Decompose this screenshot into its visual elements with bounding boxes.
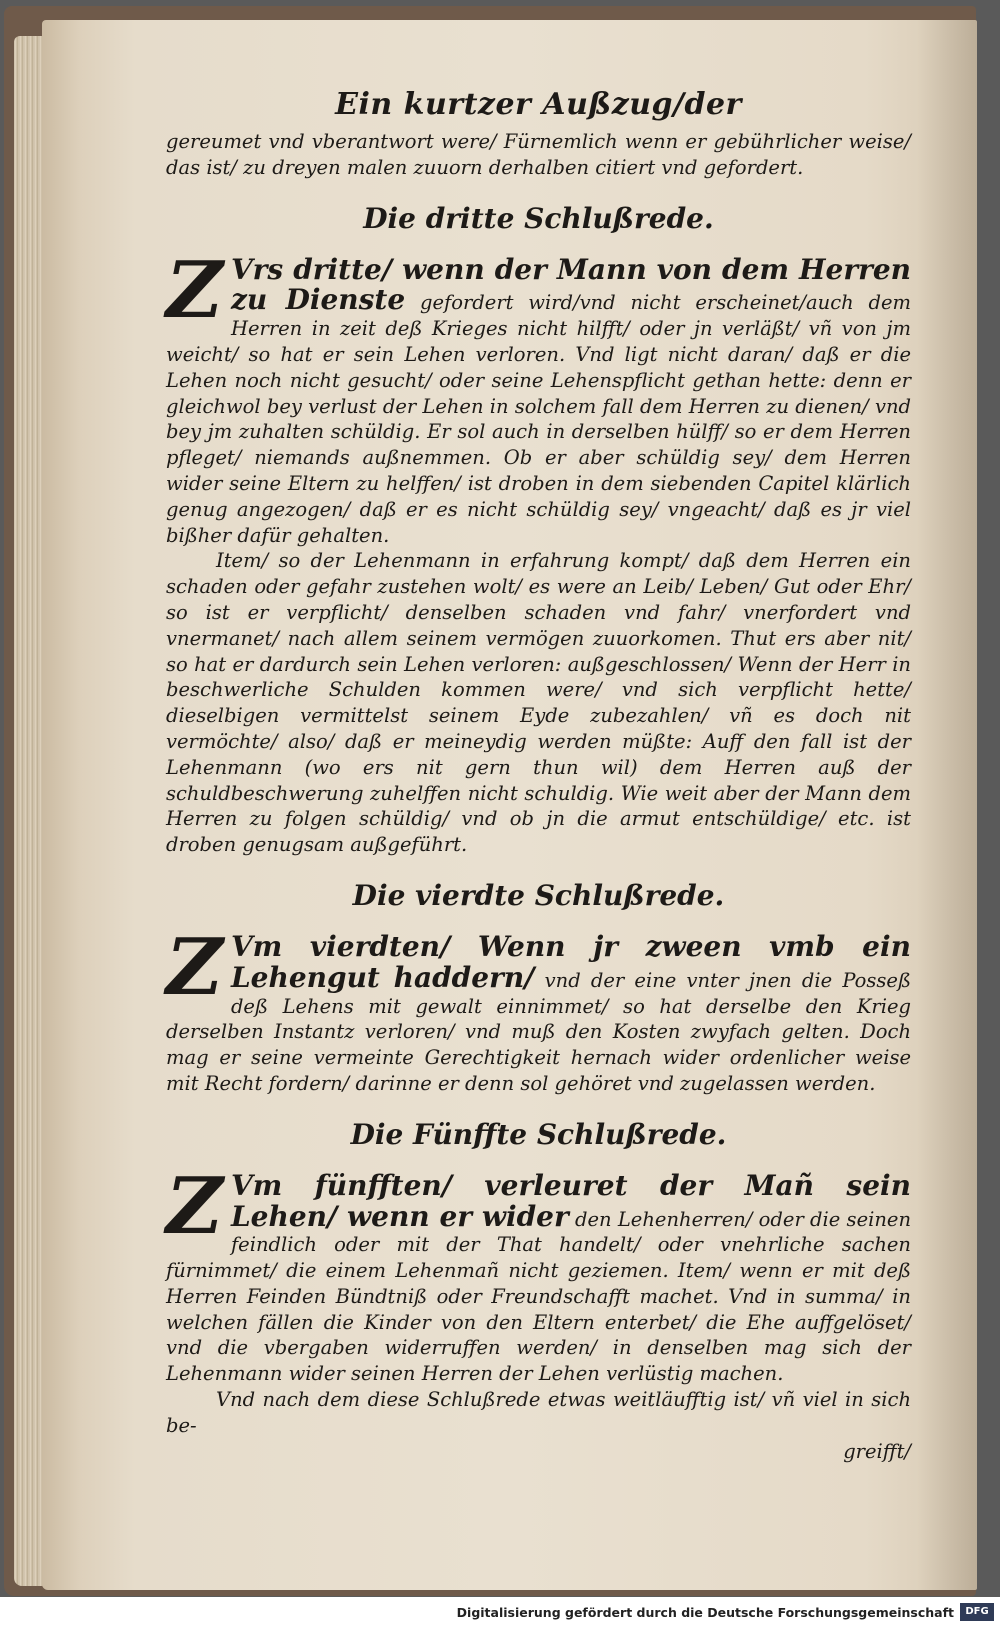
running-head: Ein kurtzer Außzug/der	[335, 87, 742, 122]
gutter-shadow	[917, 20, 977, 1590]
section-3-dropcap: Z	[166, 244, 223, 336]
catchword: greifft/	[843, 1439, 911, 1463]
dfg-logo: DFG	[960, 1603, 994, 1621]
section-4-dropcap: Z	[166, 921, 223, 1013]
section-4-paragraph	[166, 921, 911, 1097]
section-5-text: den Lehenherren/ oder die seinen feindlich oder mit der That handelt/ oder vnehrliche sachen fürnimmet/ die einem Lehenmañ nicht geziemen. Item/ wenn er mit deß Herren Feinden Bündtniß oder Freundschafft machet. Vnd in summa/ in welchen fällen die Kinder von den Eltern enterbet/ die Ehe auffgelöset/ vnd die vbergaben widerruffen werden/ in denselben mag sich der Lehenmann wider seinen Herren der Lehen verlüstig machen.	[166, 1207, 911, 1386]
section-3-paragraph-2: Item/ so der Lehenmann in erfahrung kompt/ daß dem Herren ein schaden oder gefahr zustehen wolt/ es were an Leib/ Leben/ Gut oder Ehr/ so ist er verpflicht/ denselben schaden vnd fahr/ vnerfordert vnd vnermanet/ nach allem seinem vermögen zuuorkomen. Thut ers aber nit/ so hat er dardurch sein Lehen verloren: außgeschlossen/ Wenn der Herr in beschwerliche Schulden kommen were/ vnd sich verpflicht hette/ dieselbigen vermittelst seinem Eyde zubezahlen/ vñ es doch nit vermöchte/ also/ daß er meineydig werden müßte: Auff den fall ist der Lehenmann (wo ers nit gern thun wil) dem Herren auß der schuldbeschwerung zuhelffen nicht schuldig. Wie weit aber der Mann dem Herren zu folgen schüldig/ vnd ob jn die armut entschüldige/ etc. ist droben genugsam außgeführt.	[166, 549, 911, 857]
section-5-paragraph	[166, 1160, 911, 1387]
footer-bar	[0, 1597, 1000, 1627]
section-4-heading: Die vierdte Schlußrede.	[352, 878, 725, 912]
section-5-heading: Die Fünffte Schlußrede.	[350, 1117, 727, 1151]
intro-paragraph: gereumet vnd vberantwort were/ Fürnemlich wenn er gebührlicher weise/ das ist/ zu dreyen malen zuuorn derhalben citiert vnd gefordert.	[166, 130, 911, 179]
section-3-paragraph	[166, 244, 912, 549]
section-3-heading: Die dritte Schlußrede.	[363, 201, 714, 235]
page-text	[166, 85, 911, 1464]
footer-credit: Digitalisierung gefördert durch die Deutsche Forschungsgemeinschaft	[456, 1605, 954, 1620]
section-5-paragraph-2: Vnd nach dem diese Schlußrede etwas weitläufftig ist/ vñ viel in sich be-	[166, 1388, 911, 1437]
section-5-lead: Vm fünfften/ verleuret der Mañ sein Lehen/ wenn er wider	[230, 1168, 911, 1233]
section-3-text: gefordert wird/vnd nicht erscheinet/auch dem Herren in zeit deß Krieges nicht hilfft/ oder jn verläßt/ vñ von jm weicht/ so hat er sein Lehen verloren. Vnd ligt nicht daran/ daß er die Lehen noch nicht gesucht/ oder seine Lehenspflicht gethan hette: denn er gleichwol bey verlust der Lehen in solchem fall dem Herren zu dienen/ vnd bey jm zuhalten schüldig. Er sol auch in derselben hülff/ so er dem Herren pfleget/ niemands außnemmen. Ob er aber schüldig sey/ dem Herren wider seine Eltern zu helffen/ ist droben in dem siebenden Capitel klärlich genug angezogen/ daß er es nicht schüldig sey/ vngeacht/ daß es jr viel bißher dafür gehalten.	[166, 291, 912, 547]
section-3-lead: Vrs dritte/ wenn der Mann von dem Herren zu Dienste	[230, 252, 911, 317]
section-4-text: vnd der eine vnter jnen die Posseß deß Lehens mit gewalt einnimmet/ so hat derselbe den Krieg derselben Instantz verloren/ vnd muß den Kosten zwyfach gelten. Doch mag er seine vermeinte Gerechtigkeit hernach wider ordenlicher weise mit Recht fordern/ darinne er denn sol gehöret vnd zugelassen werden.	[166, 968, 911, 1095]
section-5-dropcap: Z	[166, 1160, 223, 1252]
section-4-lead: Vm vierdten/ Wenn jr zween vmb ein Lehengut haddern/	[230, 929, 911, 994]
